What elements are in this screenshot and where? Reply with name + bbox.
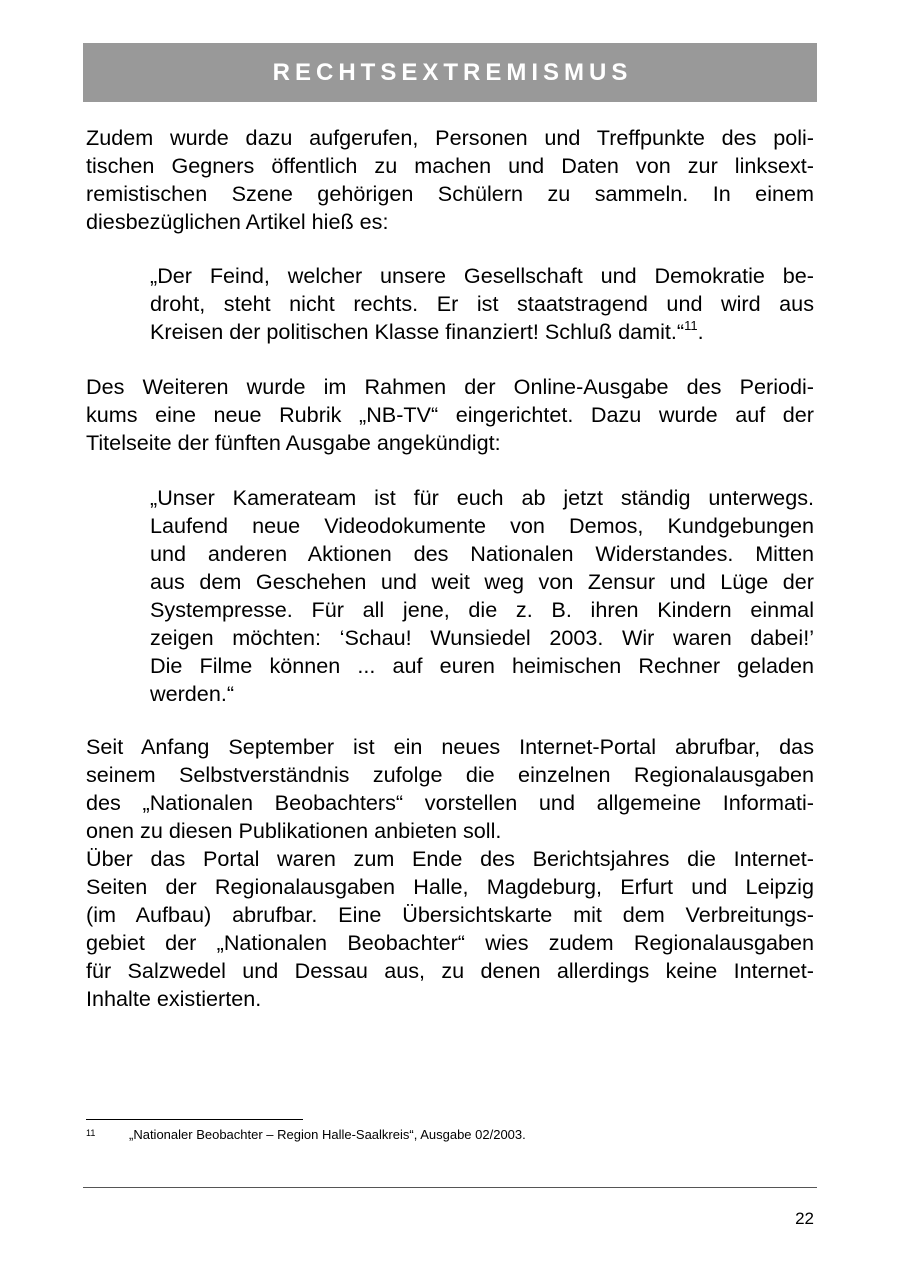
text-line: aus dem Geschehen und weit weg von Zensur und Lüge der xyxy=(150,569,814,594)
text-line: für Salzwedel und Dessau aus, zu denen allerdings keine Internet- xyxy=(86,958,814,983)
text-line: gebiet der „Nationalen Beobachter“ wies zudem Regionalausgaben xyxy=(86,930,814,955)
section-title: RECHTSEXTREMISMUS xyxy=(272,58,633,86)
text-line: Zudem wurde dazu aufgerufen, Personen und Treffpunkte des poli- xyxy=(86,125,814,150)
quote-feind xyxy=(150,262,814,346)
text-line: seinem Selbstverständnis zufolge die einzelnen Regionalausgaben xyxy=(86,762,814,787)
text-line: Seiten der Regionalausgaben Halle, Magdeburg, Erfurt und Leipzig xyxy=(86,874,814,899)
paragraph-nb-tv xyxy=(86,373,814,457)
quote-text: Kreisen der politischen Klasse finanziert! Schluß damit.“ xyxy=(150,319,685,344)
text-line: „Unser Kamerateam ist für euch ab jetzt ständig unterwegs. xyxy=(150,485,814,510)
text-line: kums eine neue Rubrik „NB-TV“ eingerichtet. Dazu wurde auf der xyxy=(86,402,814,427)
text-line: (im Aufbau) abrufbar. Eine Übersichtskarte mit dem Verbreitungs- xyxy=(86,902,814,927)
text-line: diesbezüglichen Artikel hieß es: xyxy=(86,209,389,234)
text-line: werden.“ xyxy=(150,681,235,706)
text-line xyxy=(150,318,814,346)
paragraph-intro xyxy=(86,124,814,236)
text-line: Titelseite der fünften Ausgabe angekündigt: xyxy=(86,430,501,455)
page-footer-rule xyxy=(83,1187,817,1188)
text-line: des „Nationalen Beobachters“ vorstellen und allgemeine Informati- xyxy=(86,790,814,815)
text-line: Inhalte existierten. xyxy=(86,986,262,1011)
paragraph-portal xyxy=(86,733,814,1013)
footnote-separator xyxy=(86,1119,303,1120)
text-line: Über das Portal waren zum Ende des Berichtsjahres die Internet- xyxy=(86,846,814,871)
text-line: Des Weiteren wurde im Rahmen der Online-Ausgabe des Periodi- xyxy=(86,374,814,399)
text-line: Die Filme können ... auf euren heimischen Rechner geladen xyxy=(150,653,814,678)
text-line: zeigen möchten: ‘Schau! Wunsiedel 2003. Wir waren dabei!’ xyxy=(150,625,814,650)
text-line: remistischen Szene gehörigen Schülern zu sammeln. In einem xyxy=(86,181,814,206)
text-line: Laufend neue Videodokumente von Demos, Kundgebungen xyxy=(150,513,814,538)
page-number: 22 xyxy=(795,1209,814,1228)
text-line: tischen Gegners öffentlich zu machen und Daten von zur linksext- xyxy=(86,153,814,178)
text-line: Seit Anfang September ist ein neues Internet-Portal abrufbar, das xyxy=(86,734,814,759)
footnote-number: 11 xyxy=(86,1128,96,1138)
quote-trailing-period: . xyxy=(697,319,704,344)
section-header-bar xyxy=(83,43,817,102)
footnote-reference[interactable]: 11 xyxy=(684,318,698,333)
quote-kamerateam xyxy=(150,484,814,708)
text-line: „Der Feind, welcher unsere Gesellschaft und Demokratie be- xyxy=(150,263,814,288)
text-line: und anderen Aktionen des Nationalen Widerstandes. Mitten xyxy=(150,541,814,566)
footnote-text: „Nationaler Beobachter – Region Halle-Saalkreis“, Ausgabe 02/2003. xyxy=(129,1127,526,1142)
text-line: onen zu diesen Publikationen anbieten soll. xyxy=(86,818,502,843)
text-line: Systempresse. Für all jene, die z. B. ihren Kindern einmal xyxy=(150,597,814,622)
text-line: droht, steht nicht rechts. Er ist staatstragend und wird aus xyxy=(150,291,814,316)
